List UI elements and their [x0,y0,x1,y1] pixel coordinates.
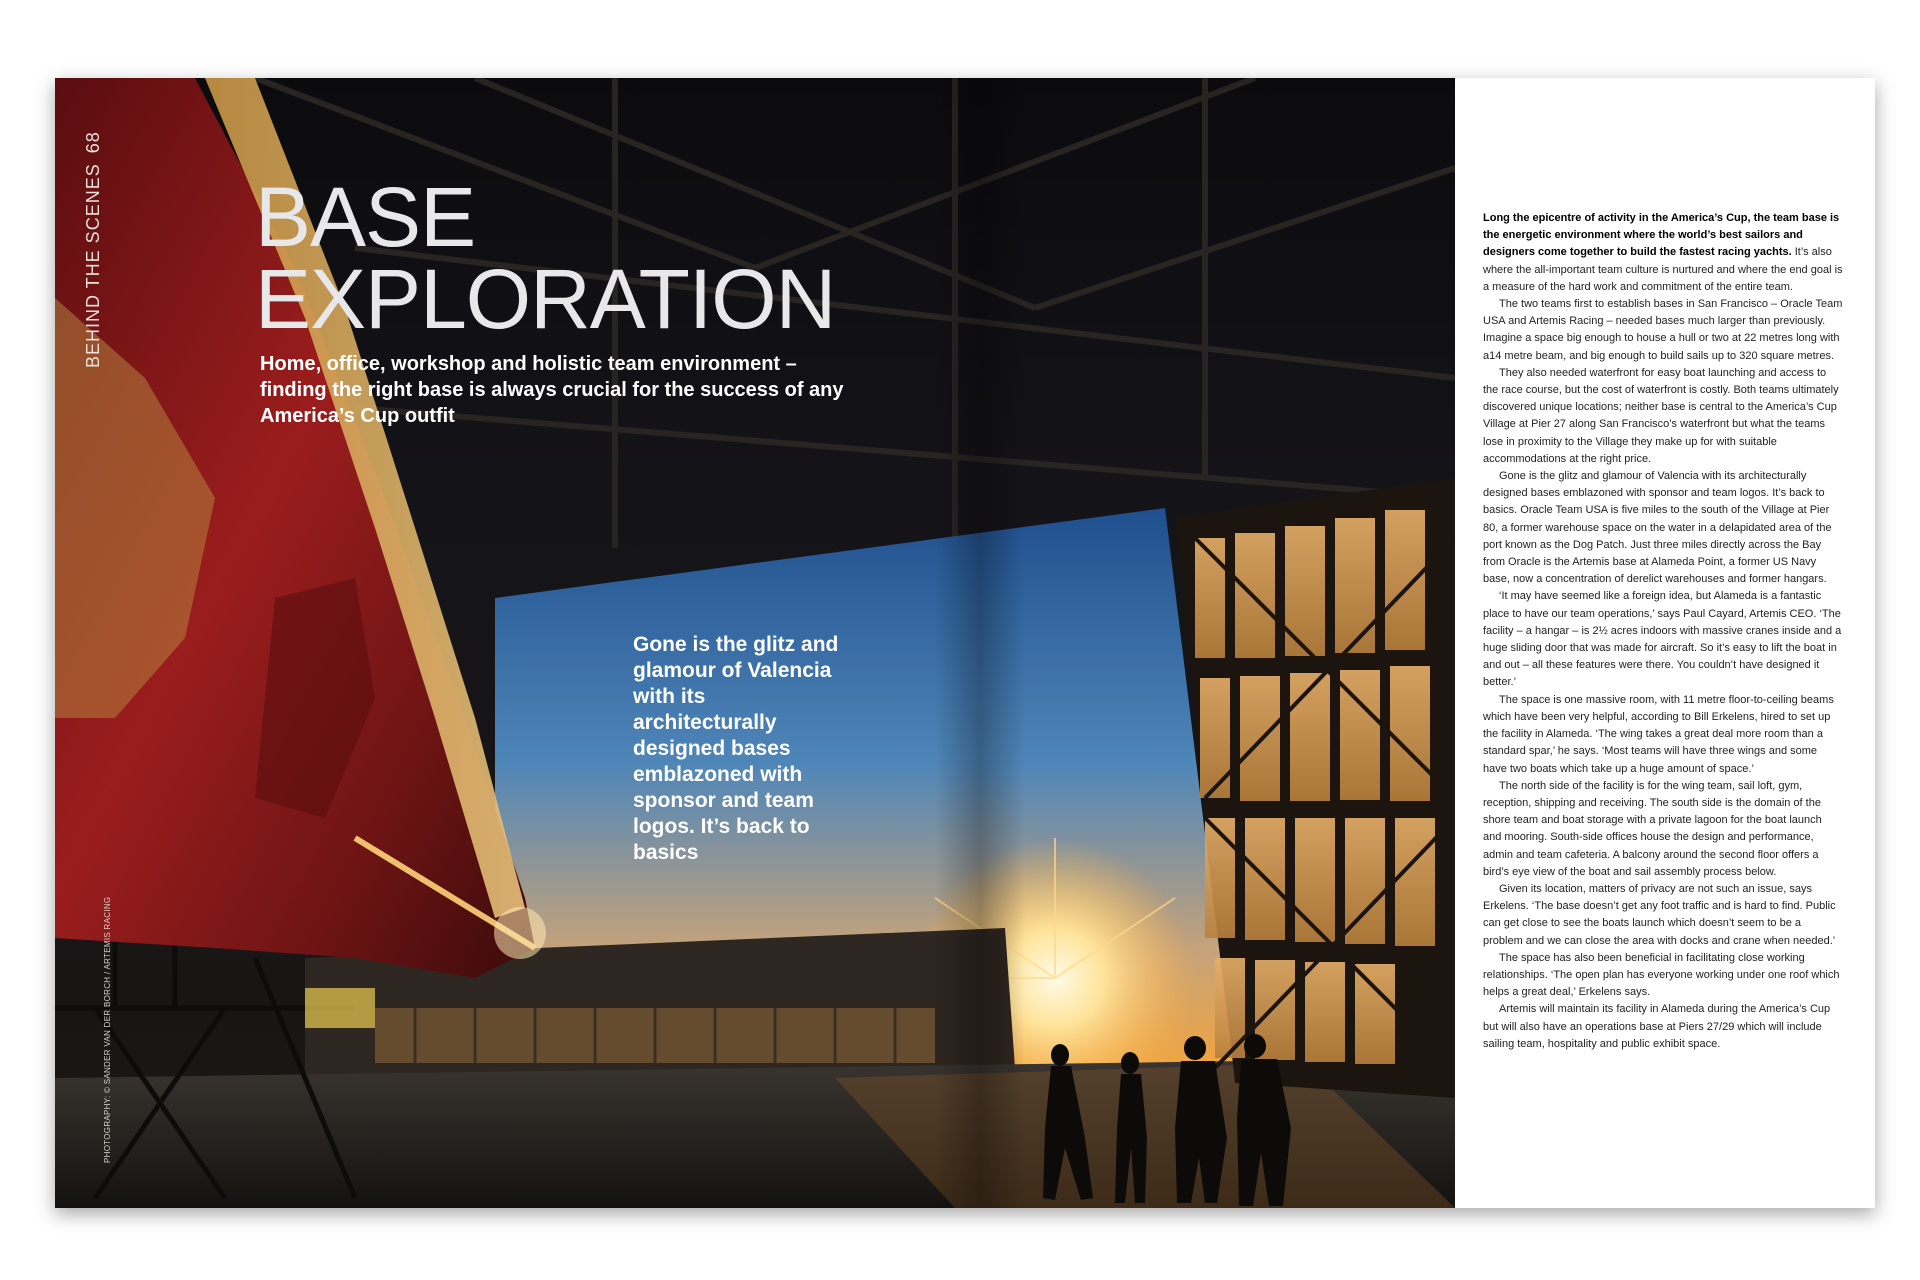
article-paragraph: ‘It may have seemed like a foreign idea, but Alameda is a fantastic place to have our team operations,’ says Paul Cayard, Artemis CEO. ‘The facility – a hangar – is 2½ acres indoors with massive cranes inside and a huge sliding door that was made for aircraft. So it’s easy to lift the boat in and out – all these features were there. You couldn’t have designed it better.’ [1483,590,1842,689]
article-body [1483,210,1843,1053]
article-lead-bold: Long the epicentre of activity in the America’s Cup, the team base is the energetic environment where the world’s best sailors and designers come together to build the fastest racing yachts. [1483,212,1840,259]
article-paragraph: The space is one massive room, with 11 metre floor-to-ceiling beams which have been very helpful, according to Bill Erkelens, hired to set up the facility in Alameda. ‘The wing takes a great deal more room than a standard spar,’ he says. ‘Most teams will have three wings and some have two boats which take up a huge amount of space.’ [1483,693,1834,775]
article-paragraph: They also needed waterfront for easy boat launching and access to the race course, but the cost of waterfront is costly. Both teams ultimately discovered unique locations; neither base is central to the America’s Cup Village at Pier 27 along San Francisco’s waterfront but what the teams lose in proximity to the Village they make up for with suitable accommodations at the right price. [1483,366,1839,465]
magazine-spread [55,78,1875,1208]
article-lead-paragraph [1483,210,1843,296]
article-paragraph: Given its location, matters of privacy are not such an issue, says Erkelens. ‘The base doesn’t get any foot traffic and is hard to find. Public can get close to see the boats launch which doesn’t seem to be a problem and we can close the area with docks and crane when needed.’ [1483,882,1836,947]
standfirst: Home, office, workshop and holistic team environment – finding the right base is always crucial for the success of any America’s Cup outfit [260,353,844,427]
photo-credit: PHOTOGRAPHY: © SANDER VAN DER BORCH / ARTEMIS RACING [103,896,112,1163]
article-paragraph: The two teams first to establish bases in San Francisco – Oracle Team USA and Artemis Racing – needed bases much larger than previously. Imagine a space big enough to house a hull or two at 22 metres long with a14 metre beam, and big enough to build sails up to 320 square metres. [1483,298,1843,362]
article-page [1455,78,1875,1208]
title-line-2: EXPLORATION [255,252,836,346]
article-paragraph: The north side of the facility is for the wing team, sail loft, gym, reception, shipping and receiving. The south side is the domain of the shore team and boat storage with a private lagoon for the boat launch and mooring. South-side offices house the design and performance, admin and team cafeteria. A balcony around the second floor offers a bird’s eye view of the boat and sail assembly process below. [1483,779,1822,878]
article-paragraph: The space has also been beneficial in facilitating close working relationships. ‘The open plan has everyone working under one roof which helps a great deal,’ Erkelens says. [1483,951,1840,999]
article-paragraph: Gone is the glitz and glamour of Valencia with its architecturally designed bases emblazoned with sponsor and team logos. It’s back to basics. Oracle Team USA is five miles to the south of the Village at Pier 80, a former warehouse space on the water in a delapidated area of the port known as the Dog Patch. Just three miles directly across the Bay from Oracle is the Artemis base at Alameda Point, a former US Navy base, now a concentration of derelict warehouses and former hangars. [1483,470,1832,586]
article-lead-rest: It’s also where the all-important team culture is nurtured and where the end goal is a measure of the hard work and commitment of the entire team. [1483,246,1843,293]
title-line-1: BASE [255,170,476,264]
section-name: BEHIND THE SCENES [83,163,103,368]
pull-quote: Gone is the glitz and glamour of Valencia with its architecturally designed bases emblazoned with sponsor and team logos. It’s back to basics [633,633,839,864]
hangar-photo [55,78,1455,1208]
page-number: 68 [83,131,103,154]
section-label [83,131,104,368]
article-paragraph: Artemis will maintain its facility in Alameda during the America’s Cup but will also have an operations base at Piers 27/29 which will include sailing team, hospitality and public exhibit space. [1483,1003,1831,1050]
feature-title [255,170,836,346]
